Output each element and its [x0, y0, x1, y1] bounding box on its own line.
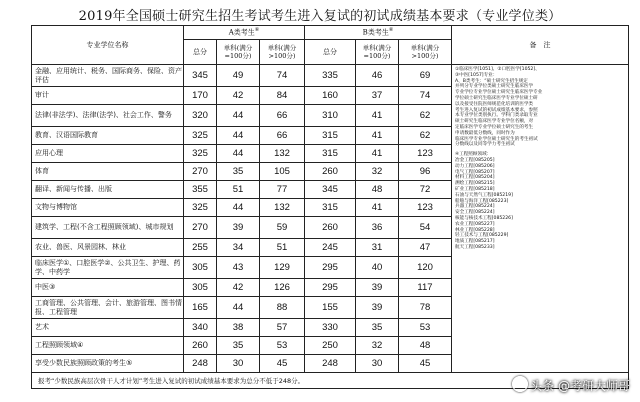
- remarks-header: 备 注: [452, 26, 629, 65]
- b-score-single-100: 36: [356, 217, 399, 239]
- b-score-single-gt100: 123: [399, 199, 452, 217]
- b-score-total: 315: [305, 127, 356, 145]
- b-score-single-100: 32: [356, 337, 399, 355]
- a-score-single-gt100: 132: [260, 199, 305, 217]
- a-score-single-gt100: 105: [260, 163, 305, 181]
- b-score-single-100: 39: [356, 297, 399, 319]
- a-score-single-gt100: 57: [260, 319, 305, 337]
- remark-line: 测绘工程[085215]: [455, 181, 495, 187]
- b-score-single-gt100: 96: [399, 163, 452, 181]
- score-table: [31, 25, 629, 389]
- b-score-single-gt100: 62: [399, 105, 452, 127]
- subject-name: 工商管理、公共管理、会计、旅游管理、图书情报、工程管理: [32, 297, 184, 319]
- remark-line: 兵器工程[085224]: [455, 204, 495, 210]
- b-score-single-100: 48: [356, 181, 399, 199]
- remark-line: 定临床医学专业学位硕士研究生的考生: [455, 124, 534, 130]
- subject-name: 翻译、新闻与传播、出版: [32, 181, 184, 199]
- a-score-single-100: 44: [217, 199, 260, 217]
- a-score-single-100: 43: [217, 257, 260, 279]
- b-single-100-header: 单科(满分 =100分): [356, 40, 399, 65]
- a-score-single-100: 39: [217, 217, 260, 239]
- a-score-single-100: 44: [217, 297, 260, 319]
- a-score-single-100: 42: [217, 279, 260, 297]
- subject-name: 临床医学①、口腔医学②、公共卫生、护理、药学、中药学: [32, 257, 184, 279]
- b-score-single-gt100: 74: [399, 87, 452, 105]
- subject-name: 金融、应用统计、税务、国际商务、保险、资产评估: [32, 65, 184, 87]
- a-score-total: 305: [184, 279, 217, 297]
- remark-line: 申请数最低分数线，同时作为: [455, 130, 515, 136]
- remark-line: 航天工程[085233]: [455, 244, 495, 250]
- a-score-total: 355: [184, 181, 217, 199]
- camera-icon: [512, 376, 528, 392]
- remark-line: 分数线以及同等学力考生初试: [455, 142, 515, 148]
- b-score-single-100: 46: [356, 65, 399, 87]
- remark-line: 安全工程[085224]: [455, 210, 495, 216]
- b-score-single-gt100: 45: [399, 355, 452, 373]
- b-score-total: 345: [305, 181, 356, 199]
- b-score-single-gt100: 62: [399, 127, 452, 145]
- subject-name: 法律(非法学)、法律(法学)、社会工作、警务: [32, 105, 184, 127]
- subject-name: 享受少数民族照顾政策的考生⑤: [32, 355, 184, 373]
- b-score-single-100: 31: [356, 239, 399, 257]
- b-score-single-100: 35: [356, 319, 399, 337]
- a-score-total: 170: [184, 87, 217, 105]
- a-score-single-100: 35: [217, 163, 260, 181]
- remark-line: 林业工程[085228]: [455, 227, 495, 233]
- a-score-single-100: 49: [217, 65, 260, 87]
- a-score-single-100: 38: [217, 319, 260, 337]
- remark-line: 地质工程[085217]: [455, 239, 495, 245]
- b-score-total: 295: [305, 257, 356, 279]
- subject-header: 专业学位名称: [32, 26, 184, 65]
- b-score-single-100: 41: [356, 127, 399, 145]
- b-score-single-gt100: 117: [399, 279, 452, 297]
- a-score-single-gt100: 126: [260, 279, 305, 297]
- b-score-single-gt100: 47: [399, 239, 452, 257]
- a-score-single-gt100: 74: [260, 65, 305, 87]
- b-score-total: 250: [305, 337, 356, 355]
- remark-line: 轻工技术与工程[085229]: [455, 233, 509, 239]
- remark-line: 并列分专业学位类硕士研究生临床医学: [455, 84, 534, 90]
- subject-name: 艺术: [32, 319, 184, 337]
- a-score-single-gt100: 129: [260, 257, 305, 279]
- page-title: 2019年全国硕士研究生招生考试考生进入复试的初试成绩基本要求（专业学位类）: [78, 9, 562, 24]
- a-score-total: 260: [184, 337, 217, 355]
- b-single-gt100-header: 单科(满分 >100分): [399, 40, 452, 65]
- subject-name: 工程照顾领域④: [32, 337, 184, 355]
- a-score-single-gt100: 77: [260, 181, 305, 199]
- b-score-single-gt100: 48: [399, 337, 452, 355]
- remark-line: 农业工程[085227]: [455, 221, 495, 227]
- a-single-gt100-header: 单科(满分 >100分): [260, 40, 305, 65]
- b-score-total: 315: [305, 199, 356, 217]
- a-single-100-header: 单科(满分 =100分): [217, 40, 260, 65]
- b-score-single-gt100: 123: [399, 145, 452, 163]
- b-score-total: 160: [305, 87, 356, 105]
- subject-name: 农业、兽医、风景园林、林业: [32, 239, 184, 257]
- b-score-single-100: 32: [356, 163, 399, 181]
- b-score-total: 310: [305, 105, 356, 127]
- remark-line: 以及接受住院医师规范化培训的医学类: [455, 101, 534, 107]
- remark-line: 本专业学位类别执行。学科门类录取专业: [455, 113, 538, 119]
- subject-name: 体育: [32, 163, 184, 181]
- remark-line: 动力工程[085206]: [455, 163, 495, 169]
- remark-line: ①临床医学[1051]、②口腔医学[1052]、: [455, 67, 540, 72]
- b-score-total: 330: [305, 319, 356, 337]
- a-score-single-gt100: 51: [260, 239, 305, 257]
- remark-line: 核能与核技术工程[085226]: [455, 215, 513, 221]
- a-score-single-gt100: 45: [260, 355, 305, 373]
- a-score-single-100: 42: [217, 87, 260, 105]
- header-row-1: [32, 26, 629, 40]
- zone-b-header: B类考生⑥: [305, 26, 452, 40]
- a-score-single-100: 51: [217, 181, 260, 199]
- remark-line: 石油与天然气工程[085219]: [455, 192, 513, 198]
- b-score-total: 248: [305, 355, 356, 373]
- a-score-single-100: 35: [217, 337, 260, 355]
- remark-line: ④工程照顾领域：: [455, 152, 492, 158]
- b-score-total: 335: [305, 65, 356, 87]
- remark-line: 材料工程[085204]: [455, 175, 495, 181]
- b-score-single-gt100: 78: [399, 297, 452, 319]
- subject-name: 教育、汉语国际教育: [32, 127, 184, 145]
- watermark: 头条 @考研大师哥: [512, 376, 630, 394]
- a-score-total: 320: [184, 105, 217, 127]
- a-score-single-100: 44: [217, 127, 260, 145]
- table-row: [32, 65, 629, 87]
- b-total-header: 总分: [305, 40, 356, 65]
- a-score-single-gt100: 66: [260, 105, 305, 127]
- b-score-single-gt100: 69: [399, 65, 452, 87]
- a-score-total: 325: [184, 127, 217, 145]
- a-score-total: 345: [184, 65, 217, 87]
- remark-line: 硕士研究生临床医学专业学位名额，对: [455, 119, 534, 125]
- remark-line: 船舶与海洋工程[085223]: [455, 198, 509, 204]
- a-score-single-gt100: 132: [260, 145, 305, 163]
- remarks-cell: [452, 65, 629, 373]
- b-score-single-100: 40: [356, 257, 399, 279]
- a-total-header: 总分: [184, 40, 217, 65]
- b-score-single-100: 30: [356, 355, 399, 373]
- subject-name: 审计: [32, 87, 184, 105]
- a-score-single-100: 34: [217, 239, 260, 257]
- remark-line: 学位硕士研究生临床医学专业学位硕士研: [455, 95, 538, 101]
- b-score-single-gt100: 53: [399, 319, 452, 337]
- b-score-single-100: 41: [356, 105, 399, 127]
- b-score-total: 295: [305, 279, 356, 297]
- subject-name: 应用心理: [32, 145, 184, 163]
- remark-line: 电气工程[085207]: [455, 169, 495, 175]
- remark-line: 冶金工程[085205]: [455, 157, 495, 163]
- a-score-single-gt100: 59: [260, 217, 305, 239]
- a-score-single-gt100: 84: [260, 87, 305, 105]
- zone-a-header: A类考生⑥: [184, 26, 305, 40]
- a-score-single-gt100: 66: [260, 127, 305, 145]
- a-score-single-100: 44: [217, 145, 260, 163]
- a-score-single-100: 30: [217, 355, 260, 373]
- subject-name: 中医③: [32, 279, 184, 297]
- b-score-total: 245: [305, 239, 356, 257]
- b-score-single-100: 41: [356, 199, 399, 217]
- remark-line: 专业学位专业学位硕士研究生临床医学专业: [455, 90, 543, 96]
- a-score-total: 325: [184, 199, 217, 217]
- remark-line: 临床医学专业学位硕士研究生的考生初试: [455, 136, 538, 142]
- b-score-total: 260: [305, 217, 356, 239]
- b-score-single-gt100: 72: [399, 181, 452, 199]
- b-score-total: 260: [305, 163, 356, 181]
- a-score-total: 165: [184, 297, 217, 319]
- a-score-total: 325: [184, 145, 217, 163]
- a-score-total: 340: [184, 319, 217, 337]
- a-score-single-gt100: 88: [260, 297, 305, 319]
- b-score-single-100: 37: [356, 87, 399, 105]
- a-score-total: 270: [184, 217, 217, 239]
- remark-line: 考生进入复试的初试成绩基本要求，参照: [455, 107, 538, 113]
- remark-line: A、B类考生：“硕士研究生招生规定: [455, 78, 528, 84]
- a-score-total: 255: [184, 239, 217, 257]
- b-score-single-100: 39: [356, 279, 399, 297]
- b-score-total: 315: [305, 145, 356, 163]
- b-score-total: 155: [305, 297, 356, 319]
- subject-name: 文物与博物馆: [32, 199, 184, 217]
- a-score-single-gt100: 53: [260, 337, 305, 355]
- remark-line: ③中医[1057]专业：: [455, 72, 498, 78]
- subject-name: 建筑学、工程(不含工程照顾领域)、城市规划: [32, 217, 184, 239]
- b-score-single-gt100: 54: [399, 217, 452, 239]
- remark-line: 矿业工程[085218]: [455, 186, 495, 192]
- b-score-single-gt100: 120: [399, 257, 452, 279]
- footer-note: 报考“少数民族高层次骨干人才计划”考生进入复试的初试成绩基本要求为总分不低于248分。: [32, 373, 629, 389]
- a-score-total: 305: [184, 257, 217, 279]
- b-score-single-100: 41: [356, 145, 399, 163]
- a-score-total: 270: [184, 163, 217, 181]
- a-score-single-100: 44: [217, 105, 260, 127]
- a-score-total: 248: [184, 355, 217, 373]
